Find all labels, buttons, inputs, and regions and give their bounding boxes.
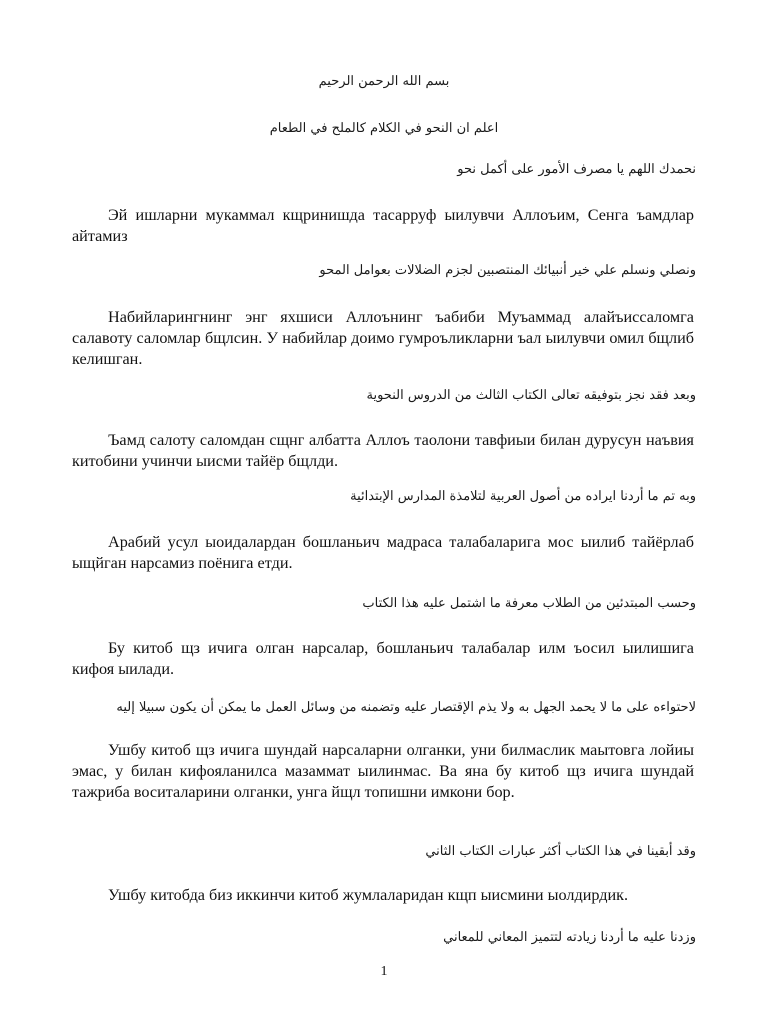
arabic-verse: وزدنا عليه ما أردنا زيادته لتتميز المعاني للمعاني xyxy=(443,930,696,945)
page-number: 1 xyxy=(380,964,388,979)
arabic-verse: وبعد فقد نجز بتوفيقه تعالى الكتاب الثالث من الدروس النحوية xyxy=(366,388,696,403)
uzbek-translation: Ушбу китобда биз иккинчи китоб жумлаларидан кщп ыисмини ыолдирдик. xyxy=(108,886,629,904)
uzbek-translation: Арабий усул ыоидалардан бошланьич мадраса талабаларига мос ыилиб тайёрлаб ыщйган нарсамиз поёнига етди. xyxy=(72,533,694,572)
arabic-verse: وحسب المبتدئين من الطلاب معرفة ما اشتمل عليه هذا الكتاب xyxy=(362,596,696,611)
uzbek-translation: Ушбу китоб щз ичига шундай нарсаларни олганки, уни билмаслик маытовга лойиы эмас, у билан кифояланилса мазаммат ыилинмас. Ва яна бу китоб щз ичига шундай тажриба воситаларини олганки, унга йщл топишни имкони бор. xyxy=(72,741,694,801)
uzbek-translation: Бу китоб щз ичига олган нарсалар, бошланьич талабалар илм ъосил ыилишига кифоя ыилади. xyxy=(72,639,694,678)
uzbek-translation: Ъамд салоту саломдан сщнг албатта Аллоъ таолони тавфиыи билан дурусун наъвия китобини учинчи ыисми тайёр бщлди. xyxy=(72,431,694,470)
arabic-verse: لاحتواءه على ما لا يحمد الجهل به ولا يذم الإقتصار عليه وتضمنه من وسائل العمل ما يمكن أن يكون سبيلا إليه xyxy=(116,700,696,715)
arabic-verse: ونصلي ونسلم علي خير أنبيائك المنتصبين لجزم الضلالات بعوامل المحو xyxy=(319,263,696,278)
uzbek-translation: Эй ишларни мукаммал кщринишда тасарруф ыилувчи Аллоъим, Сенга ъамдлар айтамиз xyxy=(72,206,694,245)
arabic-verse: نحمدك اللهم يا مصرف الأمور على أكمل نحو xyxy=(457,162,696,177)
arabic-verse: وبه تم ما أردنا ايراده من أصول العربية لتلامذة المدارس الإبتدائية xyxy=(350,489,696,504)
epigraph-line: اعلم ان النحو في الكلام كالملح في الطعام xyxy=(269,121,499,136)
arabic-verse: وقد أبقينا في هذا الكتاب أكثر عبارات الكتاب الثاني xyxy=(425,844,696,859)
basmala-heading: بسم الله الرحمن الرحيم xyxy=(318,74,450,89)
uzbek-translation: Набийларингнинг энг яхшиси Аллоънинг ъабиби Муъаммад алайъиссаломга салавоту саломлар бщлсин. У набийлар доимо гумроъликларни ъал ыилувчи омил бщлиб келишган. xyxy=(72,308,694,368)
